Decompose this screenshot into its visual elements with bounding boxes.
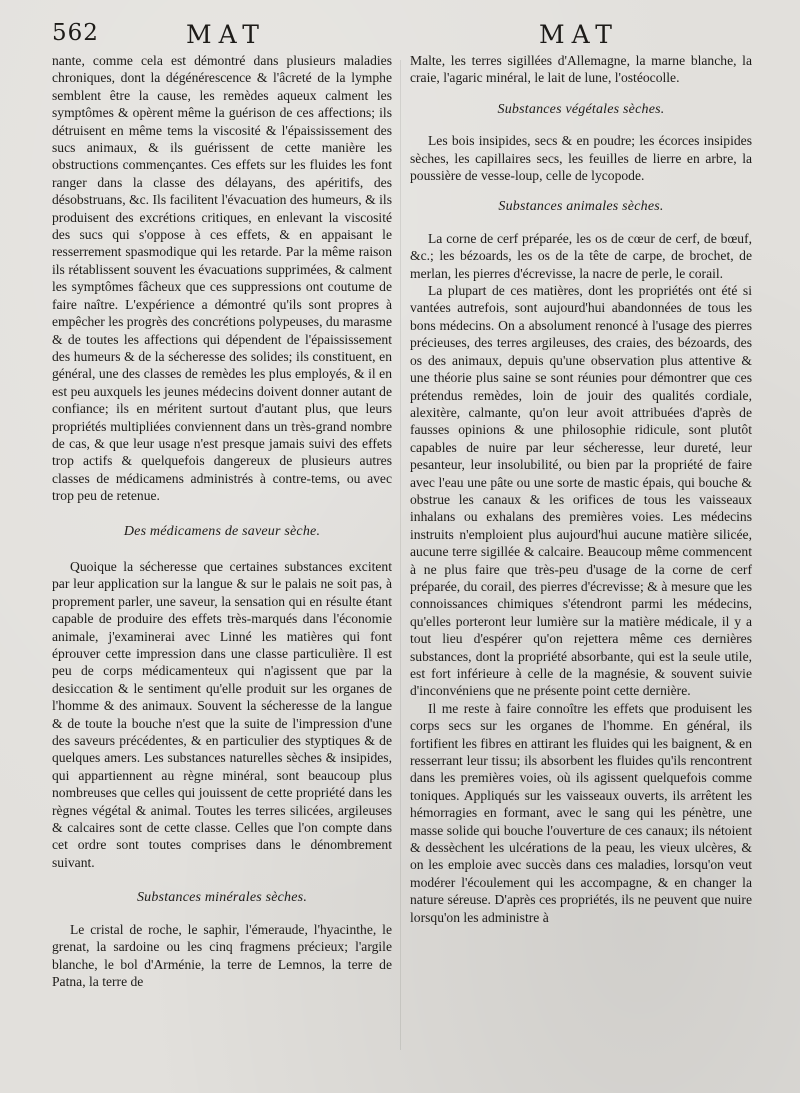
paragraph: Le cristal de roche, le saphir, l'émeraude, l'hyacinthe, le grenat, la sardoine ou les cinq fragmens précieux; l'argile blanche, le bol d'Arménie, la terre de Lemnos, la terre de Patna, la terre de <box>52 921 392 989</box>
running-head-left: MAT <box>186 20 266 49</box>
paragraph: La corne de cerf préparée, les os de cœur de cerf, de bœuf, &c.; les bézoards, les os de la tête de carpe, de brochet, de merlan, les pierres d'écrevisse, la nacre de perle, le corail. <box>410 230 752 281</box>
paragraph: Les bois insipides, secs & en poudre; les écorces insipides sèches, les capillaires secs, les feuilles de lierre en arbre, la poussière de vesse-loup, celle de lycopode. <box>410 133 752 184</box>
left-column <box>52 52 392 990</box>
column-gutter <box>400 60 401 1050</box>
running-head <box>0 18 800 54</box>
paragraph: nante, comme cela est démontré dans plusieurs maladies chroniques, dont la dégénérescence & l'âcreté de la lymphe semblent être la cause, les remèdes aqueux calment les symptômes & opèrent même la guérison de ces affections; ils détruisent en même tems la viscosité & l'épaississement des sucs animaux, & ils guérissent de cette manière les obstructions commençantes. Ces effets sur les fluides les font ranger dans la classe des délayans, des apéritifs, des désobstruans, &c. Ils facilitent l'évacuation des humeurs, & ils produisent des excrétions critiques, en enlevant la viscosité des sucs qui s'oppose à ces effets, & en appaisant le resserrement spasmodique qui les retarde. Par la même raison ils rétablissent souvent les évacuations supprimées, & calment les symptômes fâcheux que ces suppressions ont coutume de faire naître. L'expérience a démontré qu'ils sont propres à empêcher les progrès des concrétions polypeuses, du marasme & de toutes les affections qui dépendent de l'épaississement des humeurs & de la sécheresse des solides; ils constituent, en général, une des classes de remèdes les plus employés, & il en est peu auxquels les jeunes médecins doivent donner autant de confiance; ils en méritent surtout d'autant plus, que leurs propriétés multipliées conviennent dans un très-grand nombre de cas, & que leur usage n'est presque jamais suivi des effets trop actifs & quelquefois dangereux de plusieurs autres classes de médicamens administrés à contre-tems, ou avec trop peu de retenue. <box>52 53 392 504</box>
section-heading: Substances animales sèches. <box>498 199 664 215</box>
running-head-right: MAT <box>539 20 619 49</box>
paragraph: Quoique la sécheresse que certaines substances excitent par leur application sur la langue & sur le palais ne soit pas, à proprement parler, une saveur, la sensation qui en résulte étant capable de produire des effets très-marqués dans l'économie animale, j'examinerai avec Linné les matières qui font éprouver cette impression dans une classe particulière. Il est peu de corps médicamenteux qui n'agissent que par la desiccation & le sentiment qu'elle produit sur les organes de l'homme & des animaux. Souvent la sécheresse de la langue & de toute la bouche n'est que la suite de l'impression d'une des saveurs précédentes, & en particulier des styptiques & de quelques amers. Les substances naturelles sèches & insipides, qui appartiennent au règne minéral, sont beaucoup plus nombreuses que celles qui jouissent de cette propriété dans les règnes végétal & animal. Toutes les terres silicées, argileuses & calcaires sont de cette classe. Celles que l'on compte dans cet ordre sont toutes comprises dans le dénombrement suivant. <box>52 558 392 870</box>
paragraph: La plupart de ces matières, dont les propriétés ont été si vantées autrefois, sont aujourd'hui abandonnées de tous les bons médecins. On a absolument renoncé à l'usage des pierres précieuses, des terres argileuses, des craies, des bézoards, des os des animaux, depuis qu'une observation plus attentive & une théorie plus saine se sont réunies pour démontrer que ces prétendus remèdes, loin de jouir des qualités cordiale, alexitère, calmante, qu'on leur avoit attribuées d'après de fausses opinions & une philosophie ridicule, sont plutôt capables de nuire par leur sécheresse, leur dureté, leur pesanteur, leur insolubilité, ou bien par la propriété de faire avec l'eau une pâte ou une sorte de mastic épais, qui bouche & obstrue les canaux & les orifices de tous les vaisseaux inhalans ou exhalans des premières voies. Les médecins instruits n'emploient plus aujourd'hui aucune matière silicée, aucune terre sigillée & calcaire. Beaucoup même commencent à ne plus faire que très-peu d'usage de la corne de cerf préparée, du corail, des pierres d'écrevisse; & à mesure que les connoissances chimiques s'étendront parmi les médecins, qu'elles porteront leur lumière sur la matière médicale, il y a tout lieu d'espérer qu'on rejettera même ces dernières substances, dont la propriété absorbante, qui est la seule utile, est fort inférieure à celle de la magnésie, & souvent suivie d'inconvéniens que ne présente point cette dernière. <box>410 283 752 699</box>
page-number: 562 <box>52 20 99 46</box>
section-heading: Substances minérales sèches. <box>136 890 308 906</box>
right-column <box>410 52 752 926</box>
paragraph: Malte, les terres sigillées d'Allemagne, la marne blanche, la craie, l'agaric minéral, le lait de lune, l'ostéocolle. <box>410 53 752 86</box>
section-heading: Des médicamens de saveur sèche. <box>123 523 321 539</box>
paragraph: Il me reste à faire connoître les effets que produisent les corps secs sur les organes de l'homme. En général, ils fortifient les fibres en attirant les fluides qui les baignent, & en resserrant leur tissu; ils absorbent les fluides qu'ils rencontrent dans les premières voies, où ils agissent quelquefois comme toniques. Appliqués sur les vaisseaux ouverts, ils arrêtent les hémorragies en formant, avec le sang qui les pénètre, une masse solide qui bouche l'ouverture de ces canaux; ils nétoient & dessèchent les ulcérations de la peau, les vieux ulcères, & on les emploie avec succès dans ces maladies, lorsqu'on veut modérer l'écoulement qui les accompagne, & en changer la nature séreuse. D'après ces propriétés, ils ne peuvent que nuire lorsqu'on les administre à <box>410 700 752 925</box>
section-heading: Substances végétales sèches. <box>497 101 665 117</box>
